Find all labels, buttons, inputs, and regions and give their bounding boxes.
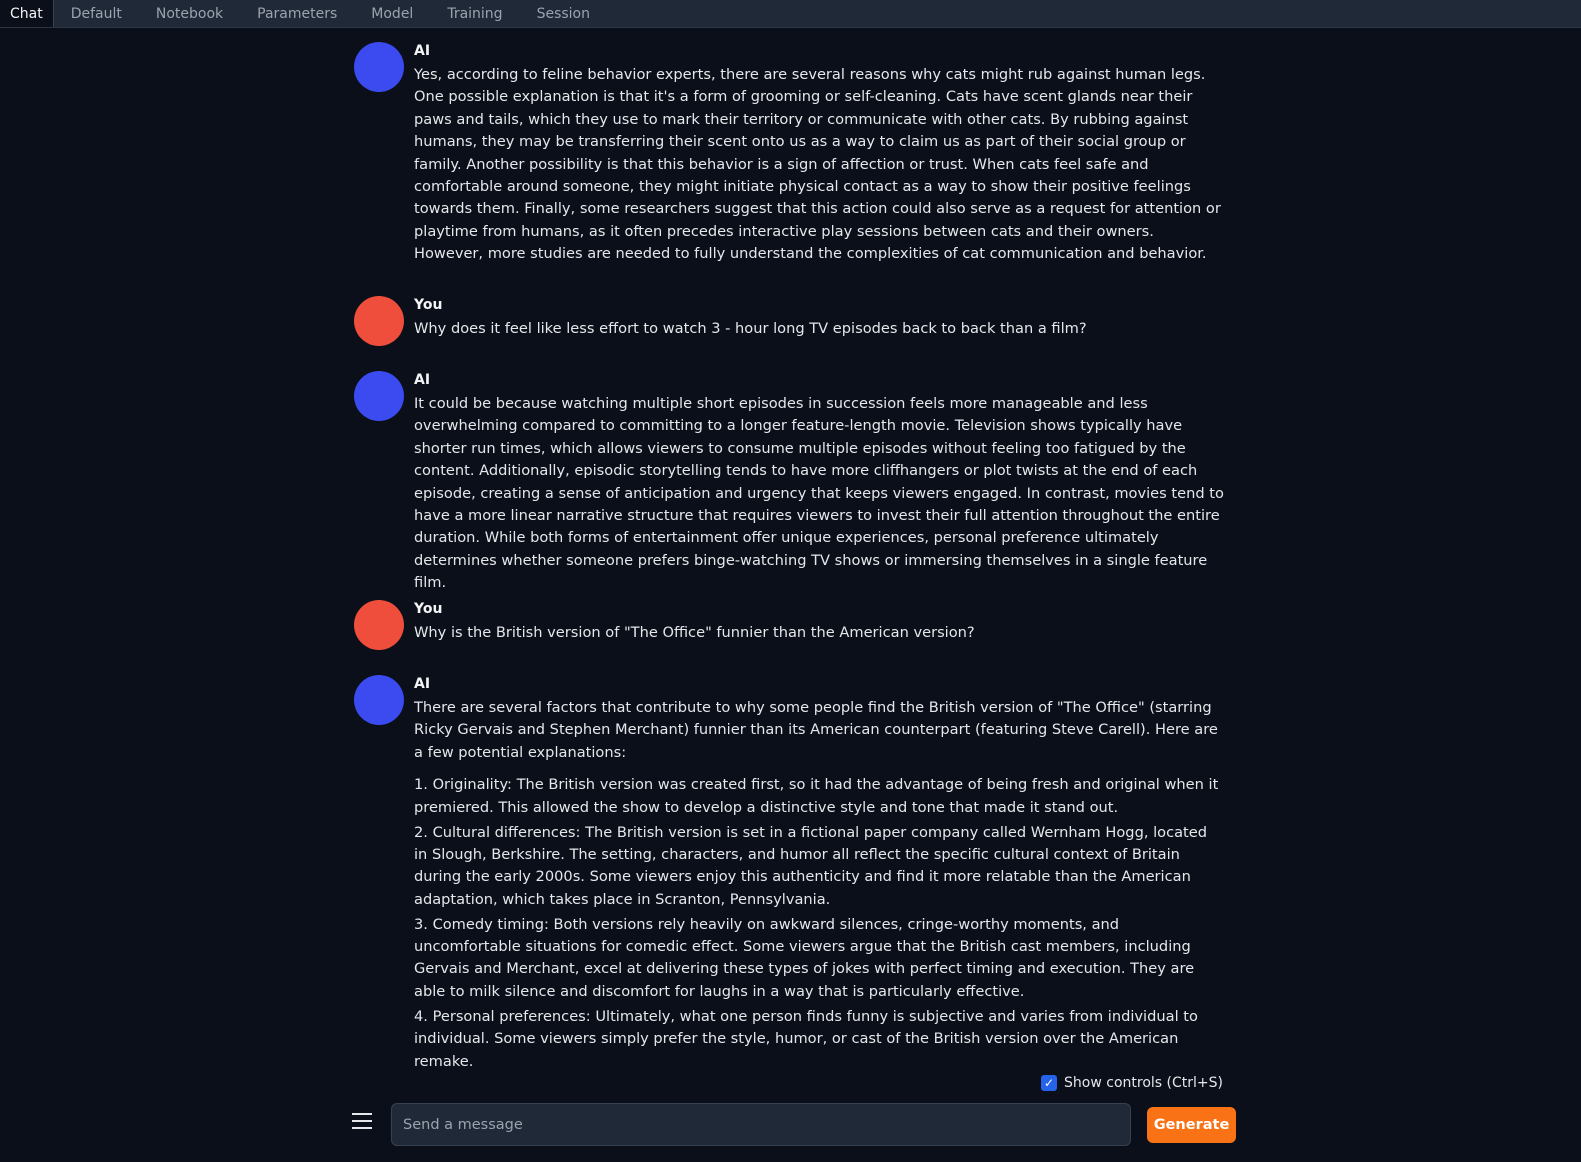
chat-history[interactable] [0, 28, 1581, 1070]
tab-default[interactable]: Default [70, 5, 122, 22]
message-author: AI [414, 676, 431, 692]
show-controls-label: Show controls (Ctrl+S) [1064, 1075, 1223, 1091]
message-author: AI [414, 43, 431, 59]
message-text: It could be because watching multiple short episodes in succession feels more manageable and less overwhelming compared to committing to a longer feature-length movie. Television shows typically have shorter run times, which allows viewers to consume multiple episodes without feeling too fatigued by the content. Additionally, episodic storytelling tends to have more cliffhangers or plot twists at the end of each episode, creating a sense of anticipation and urgency that keeps viewers engaged. In contrast, movies tend to have a more linear narrative structure that requires viewers to invest their full attention throughout the entire duration. While both forms of entertainment offer unique experiences, personal preference ultimately determines whether someone prefers binge-watching TV shows or immersing themselves in a single feature film. [414, 395, 1224, 592]
tab-model[interactable]: Model [371, 5, 414, 22]
message-text: Yes, according to feline behavior experts, there are several reasons why cats might rub against human legs. One possible explanation is that it's a form of grooming or self-cleaning. Cats have scent glands near their paws and tails, which they use to mark their territory or communicate with other cats. By rubbing against humans, they may be transferring their scent onto us as a way to claim us as part of their social group or family. Another possibility is that this behavior is a sign of affection or trust. When cats feel safe and comfortable around someone, they might initiate physical contact as a way to show their positive feelings towards them. Finally, some researchers suggest that this action could also serve as a request for attention or playtime from humans, as it often precedes interactive play sessions between cats and their owners. However, more studies are needed to fully understand the complexities of cat communication and behavior. [414, 66, 1221, 263]
tab-notebook[interactable]: Notebook [155, 5, 224, 22]
chat-message-ai [354, 675, 1224, 1070]
tab-bar [0, 0, 1581, 28]
chat-message-user [354, 600, 1224, 644]
tab-chat[interactable]: Chat [0, 0, 54, 27]
message-text: Why does it feel like less effort to watch 3 - hour long TV episodes back to back than a film? [414, 320, 1087, 337]
list-item: 2. Cultural differences: The British version is set in a fictional paper company called Wernham Hogg, located in Slough, Berkshire. The setting, characters, and humor all reflect the specific cultural context of Britain during the early 2000s. Some viewers enjoy this authenticity and find it more relatable than the American adaptation, which takes place in Scranton, Pennsylvania. [414, 823, 1208, 908]
message-list [414, 774, 1224, 1070]
chat-message-user [354, 296, 1224, 340]
message-input[interactable] [391, 1103, 1131, 1146]
tab-training[interactable]: Training [447, 5, 503, 22]
message-text: There are several factors that contribute to why some people find the British version of "The Office" (starring Ricky Gervais and Stephen Merchant) funnier than its American counterpart (featuring Steve Carell). Here are a few potential explanations: [414, 699, 1218, 761]
list-item: 1. Originality: The British version was created first, so it had the advantage of being fresh and original when it premiered. This allowed the show to develop a distinctive style and tone that made it stand out. [414, 776, 1219, 816]
show-controls-checkbox[interactable] [1041, 1075, 1057, 1091]
chat-message-ai [354, 371, 1224, 595]
message-author: You [414, 601, 443, 617]
chat-message-ai [354, 42, 1224, 266]
generate-button[interactable]: Generate [1147, 1107, 1236, 1143]
show-controls-toggle[interactable] [1041, 1075, 1223, 1091]
checkmark-icon: ✓ [1044, 1076, 1055, 1090]
user-avatar [354, 600, 404, 650]
list-item: 4. Personal preferences: Ultimately, what one person finds funny is subjective and varies from individual to individual. Some viewers simply prefer the style, humor, or cast of the British version over the American remake. [414, 1007, 1198, 1070]
message-author: You [414, 297, 443, 313]
ai-avatar [354, 675, 404, 725]
message-text: Why is the British version of "The Office" funnier than the American version? [414, 624, 975, 641]
message-author: AI [414, 372, 431, 388]
hamburger-menu-icon[interactable] [352, 1107, 374, 1135]
user-avatar [354, 296, 404, 346]
tab-session[interactable]: Session [536, 5, 590, 22]
ai-avatar [354, 42, 404, 92]
list-item: 3. Comedy timing: Both versions rely heavily on awkward silences, cringe-worthy moments, and uncomfortable situations for comedic effect. Some viewers argue that the British cast members, including Gervais and Merchant, excel at delivering these types of jokes with perfect timing and execution. They are able to milk silence and discomfort for laughs in a way that is particularly effective. [414, 915, 1195, 1000]
ai-avatar [354, 371, 404, 421]
tab-parameters[interactable]: Parameters [257, 5, 338, 22]
